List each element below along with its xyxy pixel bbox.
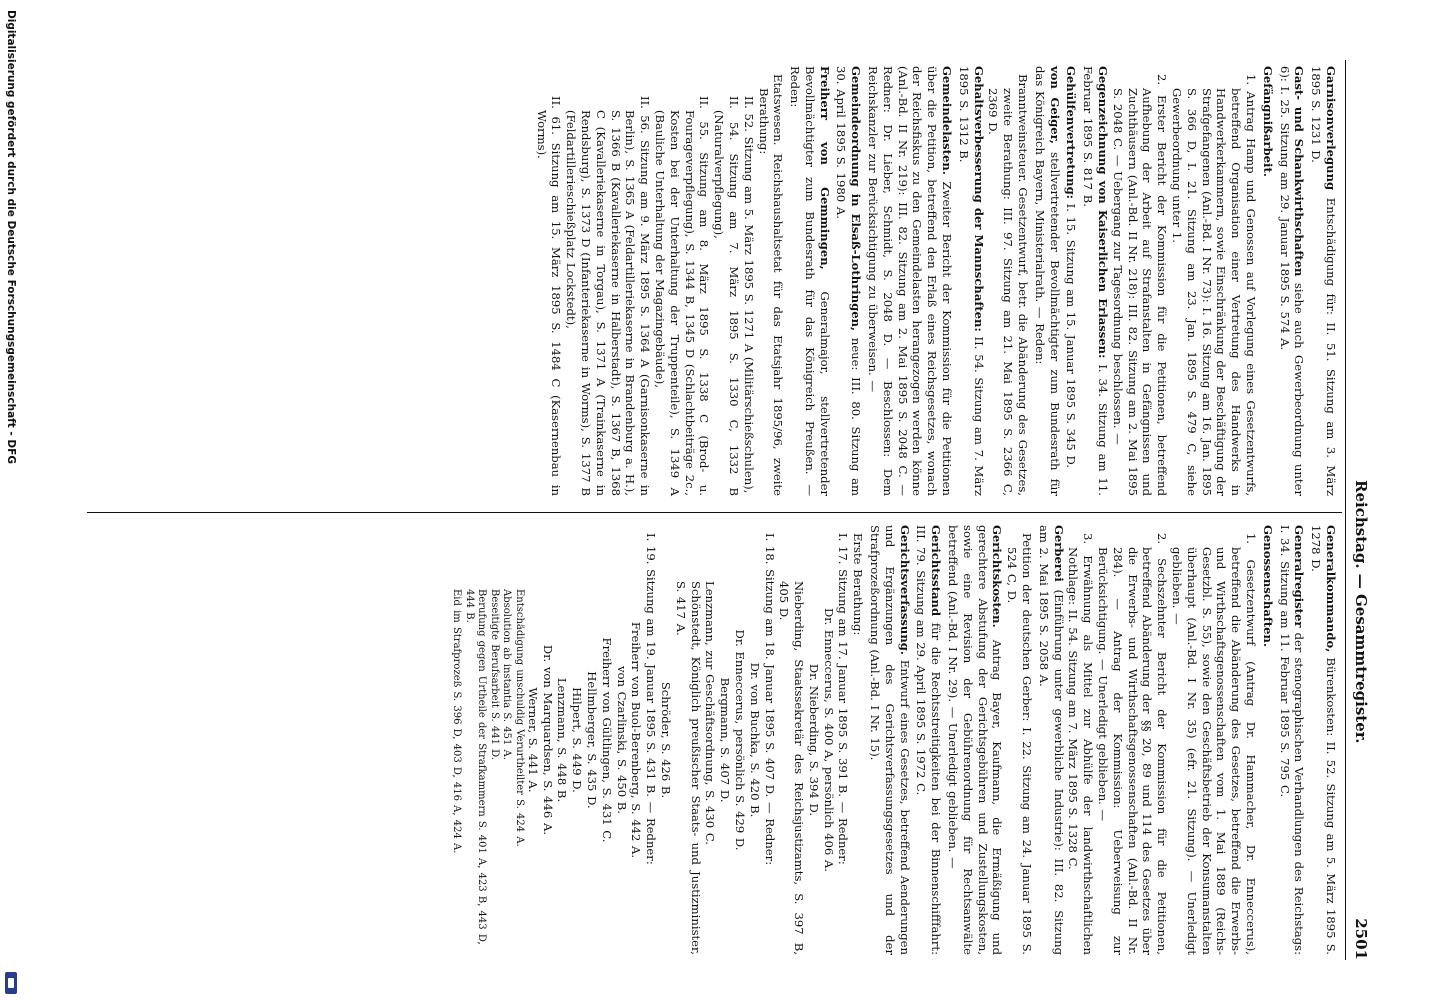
register-subentry: II. 52. Sitzung am 5. März 1895 S. 1271 A (Militärschießschulen), <box>741 96 756 494</box>
digitization-footer <box>0 0 20 1000</box>
register-subentry: 2. Sechszehnter Bericht der Kommission für die Petitionen, betreffend Abänderung der §§ 20, 89 und 114 des Gesetzes über die Erwerbs- und Wirthschaftsgenossenschaften (Anl.-Bd. II Nr. 284). — Antrag der Kommission: Ueberweisung zur Berücksichtigung. — Unerledigt geblieben. — <box>1096 533 1170 955</box>
register-subentry: Etatswesen. Reichshaushaltsetat für das Etatsjahr 1895/96, zweite Berathung: <box>756 74 786 496</box>
register-subentry: I. 19. Sitzung am 19. Januar 1895 S. 431 B. — Redner: <box>644 533 659 865</box>
register-subentry: I. 18. Sitzung am 18. Januar 1895 S. 407 D. — Redner: <box>762 533 777 866</box>
topic-note: Entschädigung unschuldig Verurtheilter S. 424 A. <box>513 589 525 847</box>
register-entry: Gemeindeordnung in Elsaß-Lothringen, neue: III. 80. Sitzung am 30. April 1895 S. 1980 A. <box>834 66 864 496</box>
register-entry: Gefängnißarbeit. <box>1260 66 1275 177</box>
speaker: Dr. Nieberding, S. 394 D. <box>806 663 821 817</box>
speaker: Nieberding, Staatssekretär des Reichsjustizamts, S. 397 B, 405 D. <box>777 581 807 955</box>
register-entry: Gehülfenvertretung: I. 15. Sitzung am 15. Januar 1895 S. 345 D. <box>1064 66 1079 469</box>
register-subentry: 1. Antrag Hamp und Genossen auf Vorlegung eines Gesetzentwurfs, betreffend Organisation einer Vertretung des Handwerks in Handwerkerkammern, sowie Einschränkung der Beschäftigung der Strafgefangenen (Anl.-Bd. I Nr. 73): I. 16. Sitzung am 16. Jan. 1895 S. 366 D, I. 21. Sitzung am 23. Jan. 1895 S. 479 C, siehe Gewerbeordnung unter 1. <box>1170 74 1259 496</box>
topic-note: Berufung gegen Urtheile der Strafkammern S. 401 A, 423 B, 443 D, 444 B. <box>463 589 488 945</box>
speaker: Schönstedt, Königlich preußischer Staats- und Justizminister, S. 417 A. <box>673 581 703 955</box>
register-entry: Freiherr von Gemmingen, Generalmajor, stellvertretender Bevollmächtigter zum Bundesrath für das Königreich Preußen. — Reden: <box>788 66 832 496</box>
speaker: Dr. Enneccerus, S. 400 A, persönlich 406 A. <box>821 608 836 872</box>
register-entry: Gegenzeichnung von Kaiserlichen Erlassen: I. 34. Sitzung am 11. Februar 1895 S. 817 B. <box>1081 66 1111 496</box>
register-subentry: 1. Gesetzentwurf (Antrag Dr. Hammacher, Dr. Enneccerus), betreffend die Abänderung des Gesetzes, betreffend die Erwerbs- und Wirthschaftsgenossenschaften vom 1. Mai 1889 (Reichs-Gesetzbl. S. 55), sowie den Geschäftsbetrieb der Konsumanstalten überhaupt (Anl.-Bd. I Nr. 35) (efr. 21. Sitzung). — Unerledigt geblieben. — <box>1170 533 1259 955</box>
register-subentry: II. 54. Sitzung am 7. März 1895 S. 1330 C, 1332 B (Naturalverpflegung), <box>712 96 741 496</box>
speaker: Werner, S. 441 A. <box>525 687 540 793</box>
speaker: Lenzmann, S. 448 B. <box>555 677 570 803</box>
register-entry: Genossenschaften. <box>1260 525 1275 648</box>
speaker: Hellmberger, S. 435 D. <box>584 671 599 809</box>
register-entry: Garnisonverlegung Entschädigung für: II. 51. Sitzung am 3. März 1895 S. 1231 D. <box>1309 66 1338 496</box>
column-divider <box>87 512 1342 513</box>
running-title: Reichstag. — Gesammtregister. <box>1352 480 1370 744</box>
register-subentry: Petition der deutschen Gerber: I. 22. Sitzung am 24. Januar 1895 S. 524 C, D. <box>1005 533 1035 955</box>
register-entry: Gerichtskosten. Antrag Bayer, Kaufmann, die Ermäßigung und gerechtere Abstufung der Gerichtsgebühren und Zustellungskosten, sowie eine Revision der Gebührenordnung für Rechtsanwälte betreffend (Anl.-Bd. I Nr. 29). — Unerledigt geblieben. — <box>946 525 1005 955</box>
register-subentry: II. 56. Sitzung am 9. März 1895 S. 1364 A (Garnisonkaserne in Berlin), S. 1365 A (Feldartilleriekaserne in Brandenburg a. H.), S. 1366 B (Kavalleriekaserne in Halberstadt), S. 1367 B, 1368 C (Kavalleriekaserne in Torgau), S. 1371 A (Trainkaserne in Rendsburg), S. 1373 D (Infanteriekaserne in Worms), S. 1377 B (Feldartillerieschießplatz Lockstedt), <box>564 96 653 496</box>
speaker: von Czarlinski, S. 450 B. <box>614 666 629 814</box>
register-entry: Generalregister der stenographischen Verhandlungen des Reichstags: I. 34. Sitzung am 11. Februar 1895 S. 795 C. <box>1277 525 1307 955</box>
speaker: Dr. Enneccerus, persönlich S. 429 D. <box>732 629 747 851</box>
register-entry: Gerichtsverfassung. Entwurf eines Gesetzes, betreffend Aenderungen und Ergänzungen des Gerichtsverfassungsgesetzes und der Strafprozeßordnung (Anl.-Bd. I Nr. 15). <box>868 525 912 955</box>
dfg-logo-icon <box>5 972 17 994</box>
register-entry: Gemeindelasten. Zweiter Bericht der Kommission für die Petitionen über die Petition, betreffend den Erlaß eines Reichsgesetzes, wonach der Reichsfiskus zu den Gemeindelasten herangezogen werden könne (Anl.-Bd. II Nr. 219): III. 82. Sitzung am 2. Mai 1895 S. 2048 C. — Redner: Dr. Lieber, Schmidt, S. 2048 D. — Beschlossen: Dem Reichskanzler zur Berücksichtigung zu überweisen. — <box>866 66 955 496</box>
topic-note: Beseitigte Berufsarbeit S. 441 D. <box>488 589 500 760</box>
register-entry: von Geiger, stellvertretender Bevollmächtigter zum Bundesrath für das Königreich Bayern, Ministerialrath. — Reden: <box>1032 66 1062 496</box>
register-subentry: 3. Erwähnung als Mittel zur Abhülfe der landwirthschaftlichen Nothlage: II. 54. Sitzung am 7. März 1895 S. 1328 C. <box>1066 533 1096 955</box>
register-subentry: 2. Erster Bericht der Kommission für die Petitionen, betreffend Aufhebung der Arbeit auf Strafanstalten in Gefängnissen und Zuchthäusern (Anl.-Bd. II Nr. 218): III. 82. Sitzung am 2. Mai 1895 S. 2048 C. — Uebergang zur Tagesordnung beschlossen. — <box>1110 74 1170 496</box>
speaker: Freiherr von Gültlingen, S. 431 C. <box>599 637 614 843</box>
register-entry: Gerberei (Einführung unter gewerbliche Industrie): III. 82. Sitzung am 2. Mai 1895 S. 2058 A. <box>1036 525 1066 955</box>
register-subentry: II. 61. Sitzung am 15. März 1895 S. 1484 C (Kasernenbau in Worms). <box>534 96 564 496</box>
speaker: Lenzmann, zur Geschäftsordnung, S. 430 C. <box>703 581 718 845</box>
footer-text: Digitalisierung gefördert durch die Deutsche Forschungsgemeinschaft - DFG <box>5 10 17 464</box>
page-number: 2501 <box>1352 918 1370 960</box>
speaker: Schröder, S. 426 B. <box>658 681 673 799</box>
register-subentry: Erste Berathung: <box>851 533 866 636</box>
topic-note: Absolution ab instantia S. 451 A. <box>501 589 513 760</box>
topic-note: Eid im Strafprozeß S. 396 D, 403 D, 416 A, 424 A. <box>451 589 463 854</box>
speaker: Freiherr von Buol-Berenberg, S. 442 A. <box>629 621 644 859</box>
speaker: Bergmann, S. 407 D. <box>718 677 733 803</box>
register-subentry: I. 17. Sitzung am 17. Januar 1895 S. 391 B. — Redner: <box>836 533 851 865</box>
register-subentry: Branntweinsteuer. Gesetzentwurf, betr. die Abänderung des Gesetzes, zweite Berathung: III. 97. Sitzung am 21. Mai 1895 S. 2366 C, 2369 D. <box>986 74 1031 496</box>
column-left <box>534 66 1338 496</box>
register-subentry: II. 55. Sitzung am 8. März 1895 S. 1338 C (Brod- u. Fourageverpflegung), S. 1344 B, 1345 D (Schlachtbeiträge 2c., Kosten bei der Unterhaltung der Truppenteile), S. 1349 A (Bauliche Unterhaltung der Magazingebäude), <box>652 96 712 496</box>
speaker: Dr. von Buchka, S. 420 B. <box>747 662 762 818</box>
register-entry: Generalkommando, Bürenkosten: II. 52. Sitzung am 5. März 1895 S. 1278 D. <box>1309 525 1338 955</box>
register-entry: Gerichtsstand für die Rechtsstreitigkeiten bei der Binnenschifffahrt: III. 79. Sitzung am 29. April 1895 S. 1972 C. <box>914 525 944 955</box>
speaker: Hilpert, S. 449 D. <box>570 687 585 793</box>
speaker: Dr. von Marquardsen, S. 446 A. <box>540 644 555 836</box>
header-rule <box>1345 60 1346 960</box>
column-right <box>450 525 1338 955</box>
page-header <box>1346 60 1370 960</box>
register-entry: Gehaltsverbesserung der Mannschaften: II. 54. Sitzung am 7. März 1895 S. 1312 B. <box>956 66 986 496</box>
register-entry: Gast- und Schankwirthschaften siehe auch Gewerbeordnung unter 6): I. 25. Sitzung am 29. Januar 1895 S. 574 A. <box>1277 66 1307 496</box>
